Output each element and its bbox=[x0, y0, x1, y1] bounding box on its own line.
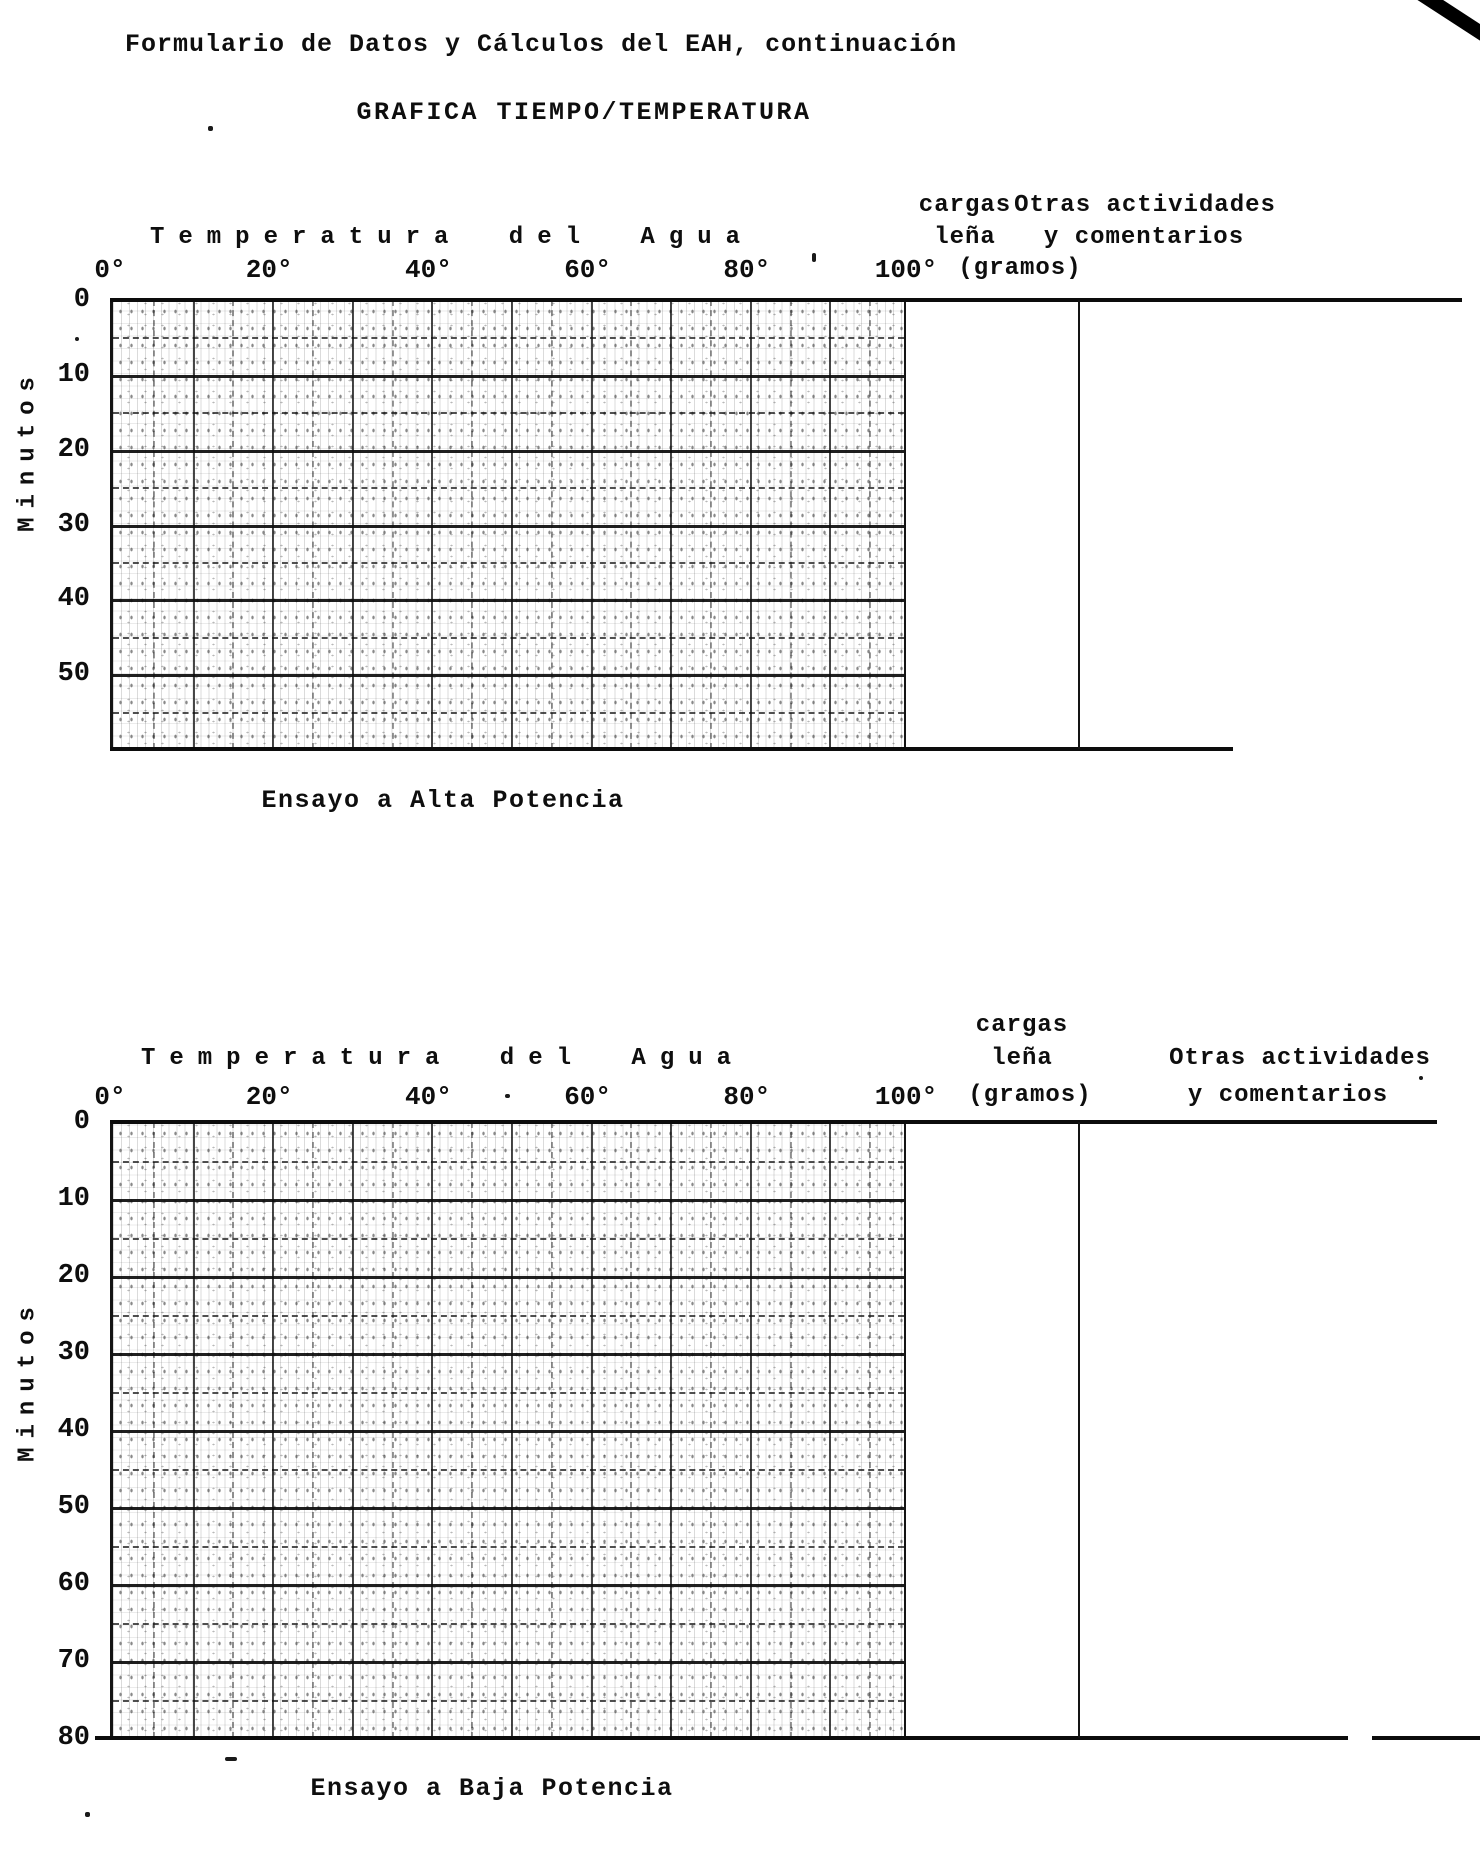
grid-vertical-line bbox=[869, 1122, 871, 1738]
grid-vertical-line bbox=[392, 1122, 394, 1738]
grid-vertical-line bbox=[471, 300, 473, 749]
grid-vertical-line bbox=[272, 1122, 274, 1738]
y-tick-label: 20 bbox=[57, 1261, 90, 1291]
grid-vertical-line bbox=[431, 300, 433, 749]
grid-vertical-line bbox=[431, 1122, 433, 1738]
grid-vertical-line bbox=[790, 1122, 792, 1738]
grid-vertical-line bbox=[670, 300, 672, 749]
x-axis-title: Temperatura del Agua bbox=[140, 1045, 746, 1072]
y-tick-label: 10 bbox=[57, 1184, 90, 1214]
x-tick-label: 0° bbox=[94, 255, 126, 285]
x-tick-label: 40° bbox=[404, 255, 452, 285]
wood-load-unit-label: (gramos) bbox=[968, 1082, 1092, 1109]
grid-vertical-line bbox=[193, 1122, 195, 1738]
grid-vertical-line bbox=[153, 1122, 155, 1738]
grid-vertical-line bbox=[630, 300, 632, 749]
grid-vertical-line bbox=[511, 300, 513, 749]
y-tick-label: 50 bbox=[57, 659, 90, 690]
grid-vertical-line bbox=[352, 300, 354, 749]
grid-vertical-line bbox=[670, 1122, 672, 1738]
grid-vertical-line bbox=[551, 1122, 553, 1738]
time-temperature-plot-grid bbox=[110, 300, 906, 749]
table-bottom-rule bbox=[1372, 1736, 1480, 1740]
grid-vertical-line bbox=[750, 1122, 752, 1738]
grid-vertical-line bbox=[750, 300, 752, 749]
scan-speck bbox=[75, 337, 79, 341]
y-axis-title: Minutos bbox=[14, 1298, 42, 1462]
grid-vertical-line bbox=[232, 1122, 234, 1738]
x-tick-label: 0° bbox=[94, 1082, 126, 1112]
grid-vertical-line bbox=[551, 300, 553, 749]
y-tick-label: 70 bbox=[57, 1646, 90, 1676]
x-axis-title: Temperatura del Agua bbox=[149, 224, 755, 251]
table-bottom-rule bbox=[95, 1736, 1348, 1740]
grid-vertical-line bbox=[153, 300, 155, 749]
y-tick-label: 40 bbox=[57, 584, 90, 615]
y-tick-label: 0 bbox=[73, 285, 90, 315]
y-tick-label: 60 bbox=[57, 1569, 90, 1599]
y-tick-label: 10 bbox=[57, 359, 90, 390]
wood-load-column-header: leña bbox=[991, 1045, 1053, 1072]
y-axis-title: Minutos bbox=[14, 368, 42, 532]
grid-vertical-line bbox=[790, 300, 792, 749]
grid-vertical-line bbox=[591, 1122, 593, 1738]
grid-vertical-line bbox=[352, 1122, 354, 1738]
x-tick-label: 60° bbox=[564, 255, 611, 285]
y-tick-label: 20 bbox=[57, 434, 90, 465]
wood-load-column-header: cargas bbox=[975, 1012, 1069, 1039]
y-tick-label: 40 bbox=[57, 1415, 90, 1445]
other-activities-column-header: Otras actividades bbox=[1014, 192, 1276, 219]
table-bottom-rule bbox=[110, 747, 1233, 751]
grid-vertical-line bbox=[511, 1122, 513, 1738]
y-tick-label: 80 bbox=[57, 1723, 90, 1753]
scan-speck bbox=[812, 253, 816, 262]
chart-caption: Ensayo a Alta Potencia bbox=[261, 786, 625, 815]
x-tick-label: 40° bbox=[404, 1082, 452, 1112]
page-subtitle: GRAFICA TIEMPO/TEMPERATURA bbox=[356, 98, 812, 127]
grid-vertical-line bbox=[591, 300, 593, 749]
wood-column-divider bbox=[1078, 300, 1080, 749]
x-tick-label: 100° bbox=[874, 1082, 938, 1112]
grid-vertical-line bbox=[869, 300, 871, 749]
grid-vertical-line bbox=[829, 1122, 831, 1738]
grid-vertical-line bbox=[630, 1122, 632, 1738]
grid-vertical-line bbox=[312, 300, 314, 749]
grid-vertical-line bbox=[232, 300, 234, 749]
grid-vertical-line bbox=[829, 300, 831, 749]
x-tick-label: 20° bbox=[245, 255, 293, 285]
other-activities-column-header: y comentarios bbox=[1043, 224, 1245, 251]
wood-load-column-header: cargas bbox=[918, 192, 1012, 219]
x-tick-label: 80° bbox=[723, 1082, 771, 1112]
scan-speck bbox=[85, 1812, 90, 1817]
scan-speck bbox=[208, 126, 213, 131]
wood-column-divider bbox=[1078, 1122, 1080, 1738]
grid-vertical-line bbox=[471, 1122, 473, 1738]
scan-speck bbox=[1419, 1076, 1423, 1080]
scan-speck bbox=[225, 1757, 237, 1761]
grid-vertical-line bbox=[193, 300, 195, 749]
other-activities-column-header: y comentarios bbox=[1187, 1082, 1389, 1109]
grid-vertical-line bbox=[710, 1122, 712, 1738]
x-tick-label: 20° bbox=[245, 1082, 293, 1112]
grid-vertical-line bbox=[312, 1122, 314, 1738]
grid-vertical-line bbox=[710, 300, 712, 749]
x-tick-label: 100° bbox=[874, 255, 938, 285]
wood-load-unit-label: (gramos) bbox=[958, 255, 1082, 282]
y-tick-label: 0 bbox=[73, 1107, 90, 1137]
y-tick-label: 50 bbox=[57, 1492, 90, 1522]
wood-load-column-header: leña bbox=[934, 224, 996, 251]
scan-speck bbox=[505, 1094, 510, 1098]
table-top-rule bbox=[110, 1120, 1437, 1124]
x-tick-label: 60° bbox=[564, 1082, 611, 1112]
grid-vertical-line bbox=[392, 300, 394, 749]
x-tick-label: 80° bbox=[723, 255, 771, 285]
y-tick-label: 30 bbox=[57, 509, 90, 540]
grid-vertical-line bbox=[272, 300, 274, 749]
other-activities-column-header: Otras actividades bbox=[1169, 1045, 1431, 1072]
time-temperature-plot-grid bbox=[110, 1122, 906, 1738]
y-tick-label: 30 bbox=[57, 1338, 90, 1368]
page-title: Formulario de Datos y Cálculos del EAH, continuación bbox=[125, 30, 958, 59]
chart-caption: Ensayo a Baja Potencia bbox=[310, 1774, 674, 1803]
table-top-rule bbox=[110, 298, 1462, 302]
